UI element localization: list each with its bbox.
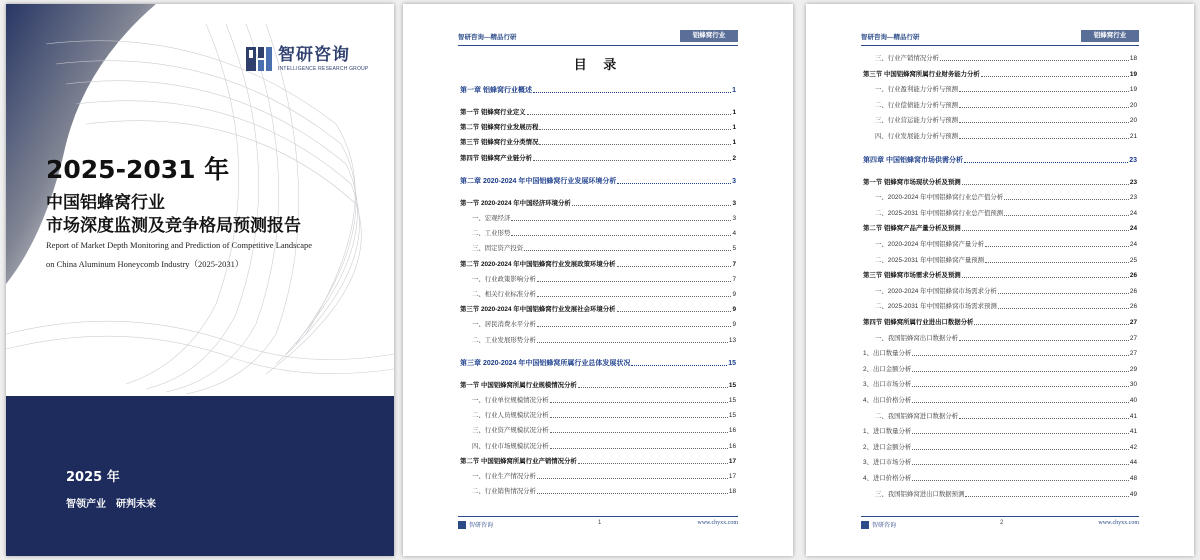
- toc-entry-page: 5: [732, 245, 736, 253]
- toc-entry-label: 第二章 2020-2024 年中国铝蜂窝行业发展环境分析: [460, 177, 617, 185]
- toc-entry-page: 15: [728, 397, 736, 404]
- toc-entry-sub[interactable]: [863, 365, 1137, 374]
- toc-leader-dots: [959, 122, 1129, 123]
- toc-title: 目 录: [573, 58, 623, 73]
- toc-entry-page: 23: [1129, 194, 1137, 202]
- toc-leader-dots: [1004, 215, 1129, 216]
- toc-entry-label: 二、工业形势: [472, 230, 511, 238]
- toc-entry-page: 3: [732, 199, 736, 207]
- toc-leader-dots: [912, 464, 1129, 465]
- toc-entry-section[interactable]: [863, 224, 1137, 233]
- toc-entry-label: 一、2020-2024 年中国铝蜂窝行业总产值分析: [875, 194, 1004, 202]
- toc-leader-dots: [912, 402, 1129, 403]
- toc-entry-section[interactable]: [863, 178, 1137, 187]
- toc-entry-page: 26: [1129, 303, 1137, 311]
- toc-entry-item[interactable]: [863, 412, 1137, 421]
- logo-mark-icon: [244, 44, 274, 74]
- page-header: [458, 30, 738, 46]
- toc-entry-page: 23: [1129, 156, 1137, 164]
- toc-entry-sub[interactable]: [863, 380, 1137, 389]
- toc-leader-dots: [578, 463, 728, 464]
- toc-entry-page: 1: [732, 109, 736, 116]
- toc-entry-item[interactable]: [460, 275, 736, 284]
- toc-entry-section[interactable]: [460, 260, 736, 269]
- toc-leader-dots: [511, 235, 731, 236]
- toc-entry-item[interactable]: [460, 214, 736, 223]
- cover-title-line2: 市场深度监测及竞争格局预测报告: [46, 216, 301, 236]
- toc-entry-sub[interactable]: [863, 396, 1137, 405]
- toc-entry-label: 第三节 铝蜂窝行业分类情况: [460, 139, 539, 147]
- toc-leader-dots: [940, 60, 1129, 61]
- toc-leader-dots: [912, 480, 1129, 481]
- toc-entry-item[interactable]: [460, 411, 736, 420]
- toc-entry-section[interactable]: [863, 271, 1137, 280]
- toc-entry-page: 1: [732, 87, 736, 94]
- toc-entry-label: 3、出口市场分析: [863, 381, 912, 389]
- toc-leader-dots: [959, 418, 1129, 419]
- toc-entry-section[interactable]: [460, 123, 736, 132]
- toc-entry-section[interactable]: [460, 305, 736, 314]
- toc-entry-page: 44: [1129, 459, 1137, 467]
- toc-entry-sub[interactable]: [863, 427, 1137, 436]
- toc-entry-label: 4、进口价格分析: [863, 475, 912, 482]
- toc-leader-dots: [617, 266, 732, 267]
- toc-leader-dots: [965, 496, 1128, 497]
- toc-entry-page: 20: [1129, 117, 1137, 125]
- toc-leader-dots: [617, 311, 732, 312]
- toc-entry-page: 13: [728, 336, 736, 344]
- page-header: [861, 30, 1139, 46]
- header-brand: 智研咨询—精品行研: [861, 34, 920, 41]
- footer-url: www.chyxx.com: [1098, 520, 1139, 526]
- toc-leader-dots: [537, 281, 732, 282]
- toc-entry-label: 三、行业营运能力分析与预测: [875, 117, 959, 125]
- toc-entry-label: 三、我国铝蜂窝进出口数据预测: [875, 490, 965, 498]
- toc-entry-section[interactable]: [863, 318, 1137, 327]
- toc-entry-label: 第二节 铝蜂窝产品产量分析及预测: [863, 225, 961, 233]
- toc-entry-label: 一、2020-2024 年中国铝蜂窝产量分析: [875, 241, 985, 248]
- toc-leader-dots: [981, 76, 1129, 77]
- toc-entry-label: 二、行业销售情况分析: [472, 488, 536, 496]
- toc-entry-label: 第一节 中国铝蜂窝所属行业规模情况分析: [460, 381, 577, 389]
- toc-entry-page: 25: [1129, 256, 1137, 264]
- toc-entry-item[interactable]: [460, 396, 736, 405]
- toc-entry-label: 一、我国铝蜂窝出口数据分析: [875, 334, 959, 342]
- toc-entry-label: 第四节 铝蜂窝所属行业进出口数据分析: [863, 319, 974, 326]
- toc-leader-dots: [533, 92, 731, 93]
- toc-entry-label: 第一节 铝蜂窝行业定义: [460, 109, 526, 116]
- toc-entry-item[interactable]: [863, 101, 1137, 110]
- toc-entry-section[interactable]: [460, 199, 736, 208]
- toc-entry-item[interactable]: [863, 132, 1137, 141]
- toc-entry-label: 2、出口金额分析: [863, 365, 912, 373]
- toc-entry-page: 29: [1129, 365, 1137, 373]
- toc-entry-item[interactable]: [863, 302, 1137, 311]
- company-logo: [244, 44, 368, 74]
- toc-entry-section[interactable]: [460, 381, 736, 390]
- toc-entry-page: 1: [732, 139, 736, 147]
- toc-entry-page: 27: [1129, 350, 1137, 358]
- toc-entry-page: 16: [728, 442, 736, 450]
- toc-entry-chapter[interactable]: [460, 177, 736, 186]
- toc-entry-label: 第二节 中国铝蜂窝所属行业产销情况分析: [460, 457, 577, 465]
- page-footer: [458, 516, 738, 528]
- toc-leader-dots: [985, 246, 1129, 247]
- toc-leader-dots: [998, 293, 1129, 294]
- toc-leader-dots: [959, 91, 1129, 92]
- toc-entry-label: 1、出口数量分析: [863, 350, 912, 358]
- toc-entry-label: 四、行业市场规模状况分析: [472, 442, 549, 450]
- toc-leader-dots: [550, 417, 728, 418]
- toc-entry-page: 24: [1129, 225, 1137, 233]
- toc-entry-label: 一、行业政策影响分析: [472, 275, 536, 283]
- page-number: 2: [1000, 520, 1004, 526]
- toc-leader-dots: [962, 184, 1129, 185]
- toc-leader-dots: [912, 449, 1129, 450]
- toc-entry-item[interactable]: [863, 334, 1137, 343]
- toc-entry-label: 第三节 中国铝蜂窝所属行业财务能力分析: [863, 70, 980, 78]
- footer-url: www.chyxx.com: [697, 520, 738, 526]
- toc-entry-label: 第二节 2020-2024 年中国铝蜂窝行业发展政策环境分析: [460, 260, 616, 268]
- toc-leader-dots: [537, 478, 728, 479]
- toc-entry-page: 7: [732, 275, 736, 283]
- toc-leader-dots: [539, 129, 731, 130]
- toc-entry-item[interactable]: [460, 442, 736, 451]
- toc-entry-item[interactable]: [863, 240, 1137, 249]
- toc-entry-label: 三、行业资产规模状况分析: [472, 427, 549, 435]
- toc-leader-dots: [1004, 199, 1129, 200]
- toc-leader-dots: [964, 162, 1128, 163]
- toc-leader-dots: [550, 432, 728, 433]
- toc-leader-dots: [511, 220, 731, 221]
- toc-entry-label: 1、进口数量分析: [863, 428, 912, 436]
- toc-leader-dots: [537, 493, 728, 494]
- logo-chinese-name: 智研咨询: [278, 45, 350, 65]
- toc-entry-label: 第四章 中国铝蜂窝市场供需分析: [863, 156, 963, 164]
- toc-entry-item[interactable]: [863, 256, 1137, 265]
- toc-leader-dots: [524, 250, 731, 251]
- toc-entry-item[interactable]: [863, 54, 1137, 63]
- toc-entry-section[interactable]: [460, 138, 736, 147]
- toc-entry-page: 7: [732, 260, 736, 268]
- toc-entry-label: 第一节 铝蜂窝市场现状分析及预测: [863, 178, 961, 186]
- toc-entry-page: 17: [728, 457, 736, 465]
- toc-entry-label: 第三节 2020-2024 年中国铝蜂窝行业发展社会环境分析: [460, 306, 616, 314]
- cover-slogan: 智领产业 研判未来: [66, 499, 156, 510]
- toc-entry-page: 41: [1129, 412, 1137, 420]
- toc-entry-label: 二、2025-2031 年中国铝蜂窝行业总产值预测: [875, 209, 1004, 217]
- toc-leader-dots: [959, 340, 1129, 341]
- cover-band-year: 2025 年: [66, 470, 120, 485]
- footer-logo-icon: [861, 521, 869, 529]
- toc-leader-dots: [962, 277, 1129, 278]
- toc-entry-item[interactable]: [460, 336, 736, 345]
- toc-leader-dots: [537, 296, 732, 297]
- toc-entry-item[interactable]: [863, 193, 1137, 202]
- toc-entry-page: 21: [1129, 133, 1137, 140]
- toc-entry-page: 30: [1129, 381, 1137, 389]
- toc-entry-page: 4: [732, 230, 736, 238]
- toc-entry-item[interactable]: [863, 209, 1137, 218]
- toc-entry-label: 一、行业盈利能力分析与预测: [875, 86, 959, 94]
- toc-entry-item[interactable]: [460, 487, 736, 496]
- toc-entry-sub[interactable]: [863, 474, 1137, 483]
- footer-brand: [861, 520, 896, 529]
- toc-entry-section[interactable]: [460, 154, 736, 163]
- toc-entry-page: 9: [732, 321, 736, 329]
- toc-entry-page: 15: [728, 412, 736, 420]
- toc-entry-label: 第二节 铝蜂窝行业发展历程: [460, 124, 539, 132]
- logo-english-name: INTELLIGENCE RESEARCH GROUP: [278, 66, 369, 72]
- toc-entry-sub[interactable]: [863, 349, 1137, 358]
- toc-leader-dots: [550, 448, 728, 449]
- toc-entry-label: 第一节 2020-2024 年中国经济环境分析: [460, 199, 571, 207]
- toc-entry-page: 1: [732, 124, 736, 132]
- toc-entry-label: 二、2025-2031 年中国铝蜂窝市场需求预测: [875, 303, 997, 311]
- toc-entry-section[interactable]: [460, 108, 736, 117]
- toc-leader-dots: [631, 365, 727, 366]
- toc-entry-label: 四、行业发展能力分析与预测: [875, 133, 959, 140]
- toc-entry-page: 27: [1129, 319, 1137, 326]
- toc-entry-label: 二、工业发展形势分析: [472, 336, 536, 344]
- toc-entry-section[interactable]: [460, 457, 736, 466]
- toc-entry-item[interactable]: [460, 290, 736, 299]
- footer-logo-icon: [458, 521, 466, 529]
- cover-title-line1: 中国铝蜂窝行业: [46, 193, 165, 213]
- toc-entry-page: 9: [732, 291, 736, 298]
- toc-entry-page: 27: [1129, 334, 1137, 342]
- toc-entry-page: 41: [1129, 428, 1137, 436]
- toc-entry-label: 一、行业生产情况分析: [472, 473, 536, 480]
- toc-leader-dots: [578, 387, 728, 388]
- toc-entry-label: 二、2025-2031 年中国铝蜂窝产量预测: [875, 256, 985, 264]
- toc-entry-page: 15: [728, 359, 736, 367]
- toc-leader-dots: [537, 342, 728, 343]
- toc-entry-sub[interactable]: [863, 443, 1137, 452]
- toc-entry-page: 49: [1129, 490, 1137, 498]
- toc-entry-page: 18: [728, 488, 736, 496]
- toc-leader-dots: [974, 324, 1128, 325]
- toc-entry-sub[interactable]: [863, 458, 1137, 467]
- toc-entry-label: 二、相关行业标准分析: [472, 291, 536, 298]
- toc-page-2: [806, 4, 1194, 556]
- toc-entry-label: 第四节 铝蜂窝产业链分析: [460, 154, 533, 162]
- toc-entry-page: 24: [1129, 241, 1137, 248]
- toc-entry-label: 一、行业单位规模情况分析: [472, 397, 549, 404]
- page-footer: [861, 516, 1139, 528]
- toc-entry-page: 3: [732, 215, 736, 222]
- toc-entry-label: 一、宏观经济: [472, 215, 511, 222]
- toc-entry-page: 19: [1129, 70, 1137, 78]
- toc-leader-dots: [539, 144, 731, 145]
- toc-entry-page: 9: [732, 306, 736, 314]
- toc-entry-page: 18: [1129, 55, 1137, 62]
- toc-entry-label: 三、行业产销情况分析: [875, 55, 939, 62]
- toc-leader-dots: [550, 402, 728, 403]
- toc-leader-dots: [959, 138, 1129, 139]
- toc-entry-label: 二、行业偿债能力分析与预测: [875, 101, 959, 109]
- toc-entry-item[interactable]: [460, 229, 736, 238]
- toc-entry-page: 20: [1129, 101, 1137, 109]
- toc-leader-dots: [912, 371, 1129, 372]
- toc-leader-dots: [912, 355, 1129, 356]
- header-industry-tag: 铝蜂窝行业: [1081, 30, 1139, 42]
- footer-brand-text: 智研咨询: [469, 523, 494, 529]
- toc-entry-page: 2: [732, 154, 736, 162]
- toc-entry-label: 2、进口金额分析: [863, 443, 912, 451]
- toc-leader-dots: [912, 433, 1129, 434]
- toc-leader-dots: [998, 308, 1129, 309]
- toc-entry-chapter[interactable]: [863, 156, 1137, 165]
- cover-page: [6, 4, 394, 556]
- toc-entry-page: 15: [728, 381, 736, 389]
- toc-entry-page: 17: [728, 473, 736, 480]
- toc-leader-dots: [527, 114, 732, 115]
- toc-entry-label: 第三节 铝蜂窝市场需求分析及预测: [863, 272, 961, 280]
- footer-brand: [458, 520, 493, 529]
- toc-entry-label: 第一章 铝蜂窝行业概述: [460, 87, 532, 94]
- cover-bottom-band: [6, 396, 394, 556]
- cover-english-title-line1: Report of Market Depth Monitoring and Prediction of Competitive Landscape: [46, 240, 313, 250]
- toc-entry-item[interactable]: [863, 85, 1137, 94]
- cover-year-title: 2025-2031 年: [46, 155, 230, 184]
- toc-entry-label: 二、我国铝蜂窝进口数据分析: [875, 412, 959, 420]
- toc-entry-item[interactable]: [460, 426, 736, 435]
- toc-entry-page: 26: [1129, 272, 1137, 280]
- toc-entry-label: 一、2020-2024 年中国铝蜂窝市场需求分析: [875, 287, 997, 295]
- header-brand: 智研咨询—精品行研: [458, 34, 517, 41]
- toc-leader-dots: [959, 107, 1129, 108]
- toc-leader-dots: [985, 262, 1129, 263]
- toc-entry-page: 26: [1129, 287, 1137, 295]
- cover-english-title-line2: on China Aluminum Honeycomb Industry（2025-2031）: [46, 259, 244, 269]
- toc-entry-item[interactable]: [863, 287, 1137, 296]
- toc-entry-item[interactable]: [863, 490, 1137, 499]
- toc-entry-label: 第三章 2020-2024 年中国铝蜂窝所属行业总体发展状况: [460, 359, 631, 367]
- toc-entry-item[interactable]: [863, 116, 1137, 125]
- toc-entry-page: 24: [1129, 209, 1137, 217]
- footer-brand-text: 智研咨询: [872, 523, 897, 529]
- toc-entry-page: 40: [1129, 397, 1137, 404]
- toc-entry-chapter[interactable]: [460, 359, 736, 368]
- toc-entry-page: 19: [1129, 86, 1137, 94]
- toc-entry-item[interactable]: [460, 320, 736, 329]
- toc-leader-dots: [572, 205, 732, 206]
- toc-entry-page: 3: [732, 177, 736, 185]
- toc-entry-label: 3、进口市场分析: [863, 459, 912, 467]
- toc-leader-dots: [912, 386, 1129, 387]
- toc-entry-item[interactable]: [460, 472, 736, 481]
- toc-leader-dots: [962, 230, 1129, 231]
- toc-entry-page: 16: [728, 427, 736, 435]
- toc-entry-label: 一、居民消费水平分析: [472, 321, 536, 329]
- toc-entry-page: 23: [1129, 178, 1137, 186]
- toc-entry-item[interactable]: [460, 244, 736, 253]
- toc-entry-label: 二、行业人员规模状况分析: [472, 412, 549, 420]
- toc-leader-dots: [617, 183, 731, 184]
- toc-leader-dots: [533, 160, 731, 161]
- toc-entry-label: 三、固定资产投资: [472, 245, 524, 253]
- page-number: 1: [598, 520, 602, 526]
- toc-leader-dots: [537, 326, 732, 327]
- toc-entry-page: 48: [1129, 475, 1137, 482]
- toc-entry-section[interactable]: [863, 70, 1137, 79]
- toc-page-1: [403, 4, 793, 556]
- toc-entry-page: 42: [1129, 443, 1137, 451]
- toc-entry-chapter[interactable]: [460, 86, 736, 95]
- toc-entry-label: 4、出口价格分析: [863, 397, 912, 404]
- header-industry-tag: 铝蜂窝行业: [680, 30, 738, 42]
